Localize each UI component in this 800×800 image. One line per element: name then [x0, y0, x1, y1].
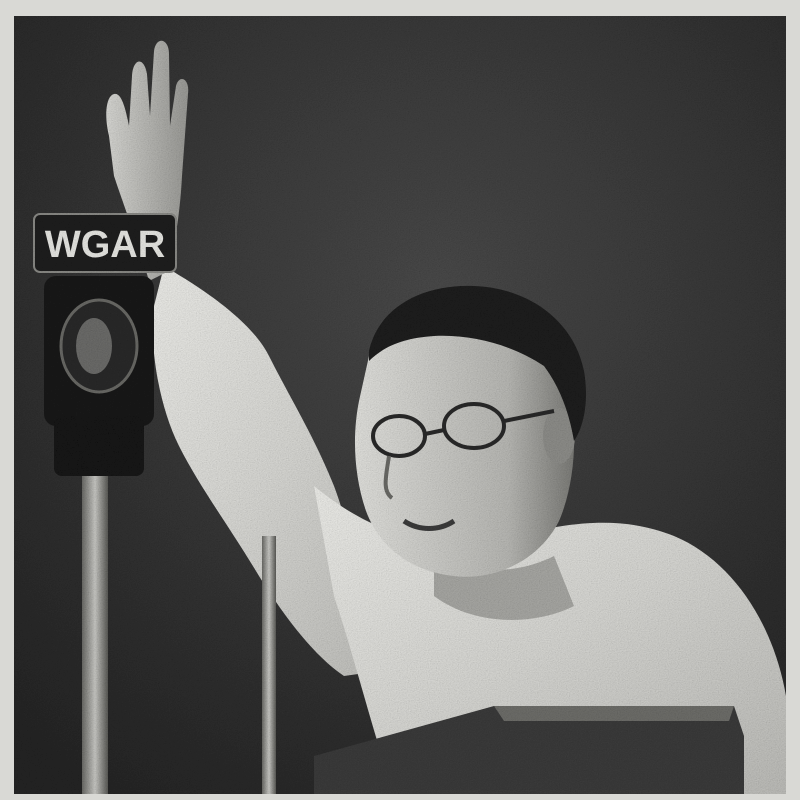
microphone-call-sign-plate — [34, 214, 176, 272]
microphone — [44, 276, 154, 476]
halftone-photo — [14, 16, 786, 794]
second-microphone-stand — [262, 536, 276, 794]
photo-canvas — [14, 16, 786, 794]
podium-edge-highlight — [494, 706, 734, 721]
mic-call-sign-text: WGAR — [44, 224, 166, 266]
